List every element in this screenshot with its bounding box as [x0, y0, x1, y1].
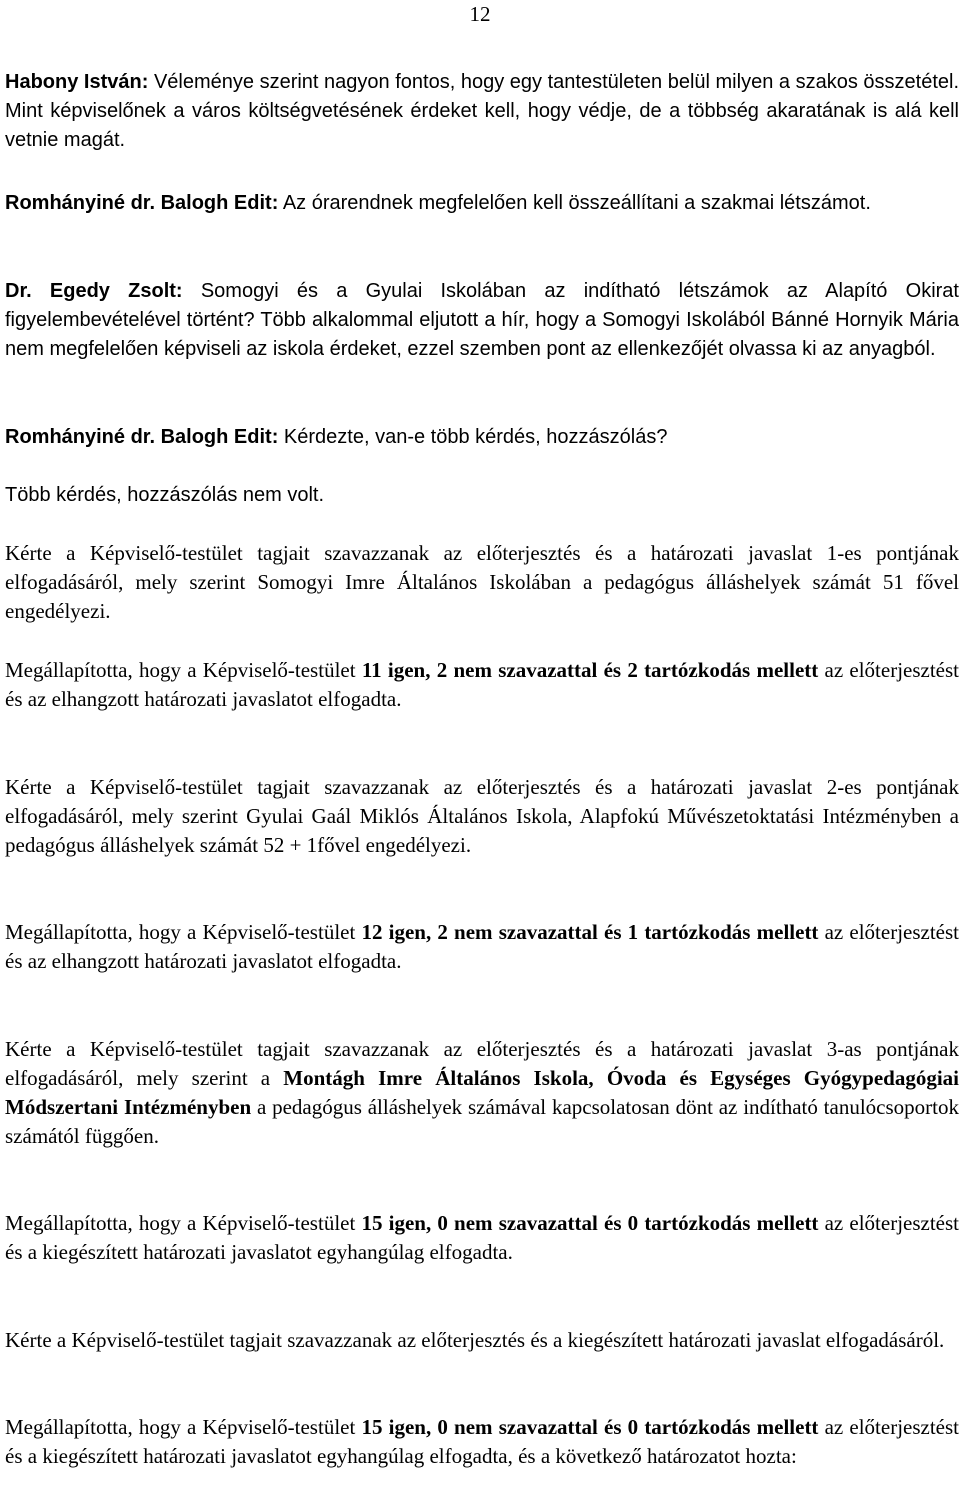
- vote-result-2: Megállapította, hogy a Képviselő-testület 12 igen, 2 nem szavazattal és 1 tartózkodás mellett az előterjesztést és az elhangzott határozati javaslatot elfogadta.: [5, 920, 960, 973]
- speech-text: Kérdezte, van-e több kérdés, hozzászólás?: [278, 426, 668, 448]
- vote-result-1: Megállapította, hogy a Képviselő-testület 11 igen, 2 nem szavazattal és 2 tartózkodás mellett az előterjesztést és az elhangzott határozati javaslatot elfogadta.: [5, 658, 960, 711]
- vote-request-1: [5, 539, 959, 626]
- no-more-questions: [5, 481, 959, 510]
- vote-result-4: Megállapította, hogy a Képviselő-testület 15 igen, 0 nem szavazattal és 0 tartózkodás mellett az előterjesztést és a kiegészített határozati javaslatot egyhangúlag elfogadta, és a következő határozatot hozta:: [5, 1415, 960, 1468]
- speech-text: Véleménye szerint nagyon fontos, hogy egy tantestületen belül milyen a szakos összetétel. Mint képviselőnek a város költségvetésének érdeket kell, hogy védje, de a többség akaratának is alá kell vetnie magát.: [5, 71, 960, 151]
- institution-name: Montágh Imre Általános Iskola, Óvoda és Egységes Gyógypedagógiai Módszertani Intézményben: [5, 1066, 959, 1119]
- speech-romhanyine-2: [5, 423, 959, 452]
- statement-text: Kérte a Képviselő-testület tagjait szavazzanak az előterjesztés és a határozati javaslat 2-es pontjának elfogadásáról, mely szerint Gyulai Gaál Miklós Általános Iskola, Alapfokú Művészetoktatási Intézményben a pedagógus álláshelyek számát 52 + 1fővel engedélyezi.: [5, 775, 959, 857]
- speaker-name: Romhányiné dr. Balogh Edit:: [5, 192, 279, 214]
- vote-count: 12 igen, 2 nem szavazattal és 1 tartózkodás mellett: [361, 920, 819, 944]
- speaker-name: Habony István:: [5, 71, 149, 93]
- speech-text: Az órarendnek megfelelően kell összeállítani a szakmai létszámot.: [278, 192, 871, 214]
- vote-count: 15 igen, 0 nem szavazattal és 0 tartózkodás mellett: [361, 1415, 819, 1439]
- vote-count: 11 igen, 2 nem szavazattal és 2 tartózkodás mellett: [361, 658, 819, 682]
- statement-text: Több kérdés, hozzászólás nem volt.: [5, 484, 325, 506]
- speaker-name: Dr. Egedy Zsolt:: [5, 280, 183, 302]
- vote-count: 15 igen, 0 nem szavazattal és 0 tartózkodás mellett: [361, 1211, 819, 1235]
- statement-text: Kérte a Képviselő-testület tagjait szavazzanak az előterjesztés és a kiegészített határozati javaslat elfogadásáról.: [5, 1328, 945, 1352]
- speech-habony: [5, 68, 959, 155]
- vote-request-4: [5, 1326, 959, 1355]
- vote-request-2: [5, 773, 959, 860]
- vote-request-3: Kérte a Képviselő-testület tagjait szavazzanak az előterjesztés és a határozati javaslat 3-as pontjának elfogadásáról, mely szerint a Montágh Imre Általános Iskola, Óvoda és Egységes Gyógypedagógiai Módszertani Intézményben a pedagógus álláshelyek számával kapcsolatosan dönt az indítható tanulócsoportok számától függően.: [5, 1037, 959, 1148]
- speaker-name: Romhányiné dr. Balogh Edit:: [5, 426, 279, 448]
- speech-text: Somogyi és a Gyulai Iskolában az indítható létszámok az Alapító Okirat figyelembevételével történt? Több alkalommal eljutott a hír, hogy a Somogyi Iskolából Bánné Hornyik Mária nem megfelelően képviseli az iskola érdeket, ezzel szemben pont az ellenkezőjét olvassa ki az anyagból.: [5, 280, 959, 360]
- speech-egedy: [5, 277, 959, 364]
- page-number: 12: [469, 2, 491, 26]
- vote-result-3: Megállapította, hogy a Képviselő-testület 15 igen, 0 nem szavazattal és 0 tartózkodás mellett az előterjesztést és a kiegészített határozati javaslatot egyhangúlag elfogadta.: [5, 1211, 960, 1264]
- statement-text: Kérte a Képviselő-testület tagjait szavazzanak az előterjesztés és a határozati javaslat 1-es pontjának elfogadásáról, mely szerint Somogyi Imre Általános Iskolában a pedagógus álláshelyek számát 51 fővel engedélyezi.: [5, 541, 959, 623]
- speech-romhanyine-1: [5, 189, 959, 218]
